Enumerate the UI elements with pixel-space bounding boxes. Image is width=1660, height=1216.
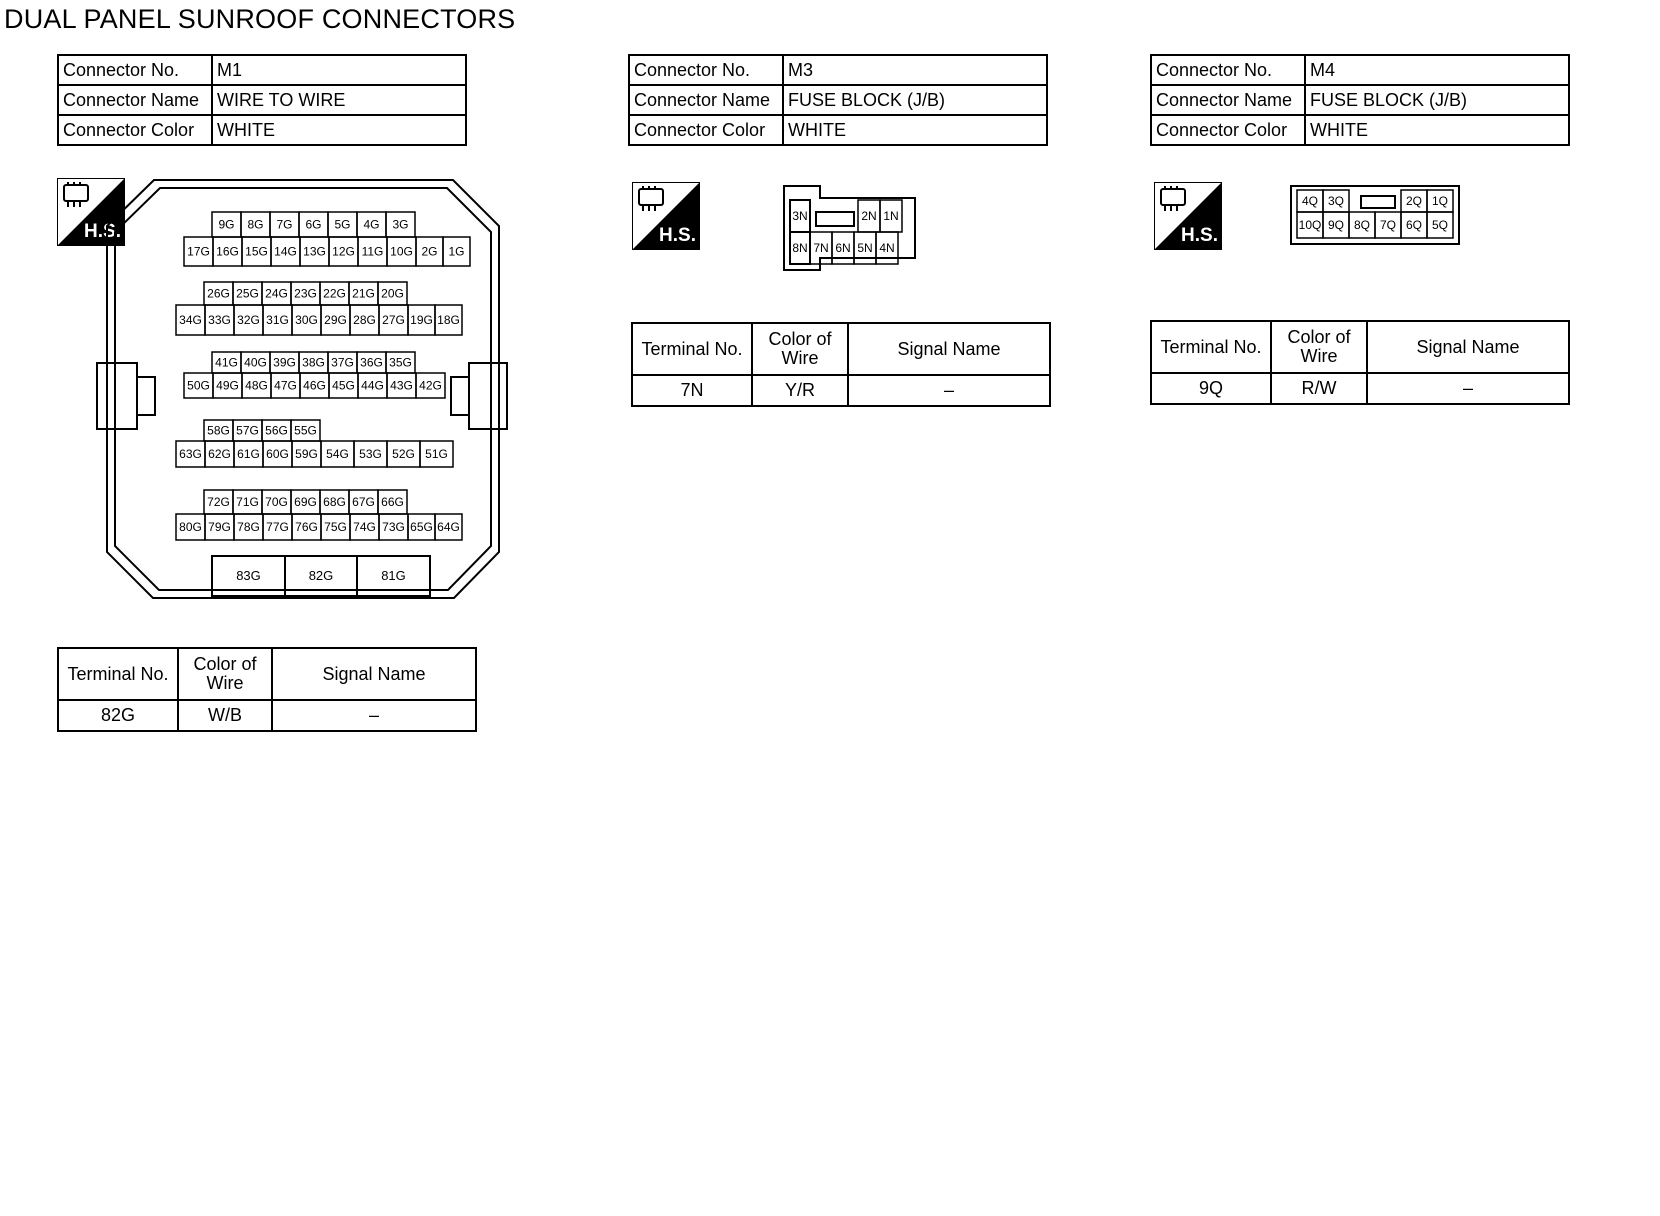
pin-label: 13G (303, 244, 326, 259)
pin-label: 42G (419, 378, 442, 393)
connector-name-value: FUSE BLOCK (J/B) (1305, 85, 1569, 115)
pin-label: 61G (237, 447, 260, 461)
connector-name-value: WIRE TO WIRE (212, 85, 466, 115)
pin-label: 38G (302, 355, 325, 370)
pin-label: 9Q (1327, 218, 1345, 232)
wire-color-cell: Y/R (752, 375, 848, 406)
pin-label: 19G (410, 313, 433, 327)
pin-label: 16G (216, 244, 239, 259)
pin-label: 6N (835, 241, 851, 255)
pin-label: 4N (879, 241, 895, 255)
pin-label: 21G (352, 286, 375, 301)
pin-label: 58G (207, 423, 230, 438)
pin-label: 45G (332, 378, 355, 393)
pin-label: 82G (308, 568, 334, 583)
pin-label: 10G (390, 244, 413, 259)
connector-color-label: Connector Color (629, 115, 783, 145)
pin-label: 31G (266, 313, 289, 327)
connector-face-m1 (94, 178, 544, 628)
terminal-no-cell: 82G (58, 700, 178, 731)
connector-info-table-m1 (57, 54, 467, 146)
pin-label: 63G (179, 447, 202, 461)
table-row (1151, 373, 1569, 404)
signal-name-header: Signal Name (1367, 321, 1569, 373)
pin-label: 1G (448, 244, 465, 259)
pin-label: 10Q (1298, 218, 1322, 232)
pin-label: 6G (305, 217, 322, 232)
connector-no-label: Connector No. (58, 55, 212, 85)
pin-label: 67G (352, 495, 375, 509)
wire-color-cell: R/W (1271, 373, 1367, 404)
hs-label: H.S. (84, 221, 121, 242)
pin-label: 44G (361, 378, 384, 393)
pin-label: 57G (236, 423, 259, 438)
signal-name-cell: – (1367, 373, 1569, 404)
pin-label: 83G (236, 568, 261, 583)
page-title: DUAL PANEL SUNROOF CONNECTORS (4, 4, 516, 34)
connector-name-label: Connector Name (1151, 85, 1305, 115)
table-row (632, 375, 1050, 406)
color-of-wire-header: Color of Wire (1271, 321, 1367, 373)
pin-label: 62G (208, 447, 231, 461)
pin-label: 72G (207, 495, 230, 509)
table-row (58, 700, 476, 731)
pin-label: 46G (303, 378, 326, 393)
terminal-table-m3 (631, 322, 1051, 407)
terminal-no-cell: 9Q (1151, 373, 1271, 404)
terminal-no-header: Terminal No. (1151, 321, 1271, 373)
connector-face-m4 (1289, 184, 1461, 246)
pin-label: 24G (265, 286, 288, 301)
color-of-wire-header: Color of Wire (178, 648, 272, 700)
pin-label: 1Q (1431, 194, 1449, 208)
pin-label: 30G (295, 313, 318, 327)
pin-label: 70G (265, 495, 288, 509)
pin-label: 37G (331, 355, 354, 370)
harness-side-icon (632, 182, 700, 250)
pin-label: 29G (324, 313, 347, 327)
pin-label: 60G (266, 447, 289, 461)
pin-label: 64G (437, 520, 460, 534)
pin-label: 78G (237, 520, 260, 534)
connector-info-table-m3 (628, 54, 1048, 146)
pin-label: 59G (295, 447, 318, 461)
pin-label: 35G (389, 355, 412, 370)
pin-label: 20G (381, 286, 404, 301)
pin-label: 75G (324, 520, 347, 534)
pin-label: 5Q (1431, 218, 1449, 232)
pin-label: 5N (857, 241, 873, 255)
pin-label: 9G (218, 217, 235, 232)
signal-name-header: Signal Name (272, 648, 476, 700)
pin-label: 65G (410, 520, 433, 534)
terminal-table-m4 (1150, 320, 1570, 405)
pin-label: 2N (861, 209, 877, 223)
pin-label: 53G (359, 447, 382, 461)
pin-label: 55G (294, 423, 317, 438)
pin-label: 4Q (1301, 194, 1319, 208)
pin-label: 79G (208, 520, 231, 534)
pin-label: 7Q (1379, 218, 1397, 232)
pin-label: 48G (245, 378, 268, 393)
pin-label: 32G (237, 313, 260, 327)
pin-label: 4G (363, 217, 380, 232)
signal-name-cell: – (848, 375, 1050, 406)
pin-label: 74G (353, 520, 376, 534)
connector-name-value: FUSE BLOCK (J/B) (783, 85, 1047, 115)
pin-label: 7N (813, 241, 829, 255)
harness-side-icon (1154, 182, 1222, 250)
pin-label: 8N (792, 241, 808, 255)
connector-no-label: Connector No. (1151, 55, 1305, 85)
connector-color-label: Connector Color (1151, 115, 1305, 145)
pin-label: 27G (382, 313, 405, 327)
pin-label: 11G (361, 244, 384, 259)
terminal-no-header: Terminal No. (58, 648, 178, 700)
connector-no-value: M4 (1305, 55, 1569, 85)
terminal-no-cell: 7N (632, 375, 752, 406)
connector-color-value: WHITE (212, 115, 466, 145)
pin-label: 66G (381, 495, 404, 509)
pin-label: 33G (208, 313, 231, 327)
pin-label: 8G (247, 217, 264, 232)
pin-label: 15G (245, 244, 268, 259)
pin-label: 2G (421, 244, 438, 259)
pin-label: 68G (323, 495, 346, 509)
terminal-no-header: Terminal No. (632, 323, 752, 375)
pin-label: 71G (236, 495, 259, 509)
pin-label: 34G (179, 313, 202, 327)
pin-label: 12G (332, 244, 355, 259)
connector-color-value: WHITE (783, 115, 1047, 145)
wire-color-cell: W/B (178, 700, 272, 731)
pin-label: 39G (273, 355, 296, 370)
pin-label: 2Q (1405, 194, 1423, 208)
pin-label: 77G (266, 520, 289, 534)
pin-label: 3G (392, 217, 409, 232)
pin-label: 25G (236, 286, 259, 301)
pin-label: 40G (244, 355, 267, 370)
pin-label: 5G (334, 217, 351, 232)
pin-label: 73G (382, 520, 405, 534)
signal-name-header: Signal Name (848, 323, 1050, 375)
pin-label: 23G (294, 286, 317, 301)
pin-label: 18G (437, 313, 460, 327)
connector-no-value: M1 (212, 55, 466, 85)
connector-no-label: Connector No. (629, 55, 783, 85)
connector-name-label: Connector Name (58, 85, 212, 115)
pin-label: 28G (353, 313, 376, 327)
pin-label: 51G (425, 447, 448, 461)
pin-label: 41G (215, 355, 238, 370)
connector-no-value: M3 (783, 55, 1047, 85)
pin-label: 50G (187, 378, 210, 393)
connector-face-m3 (782, 184, 918, 274)
pin-label: 6Q (1405, 218, 1423, 232)
pin-label: 52G (392, 447, 415, 461)
pin-label: 3N (792, 209, 808, 223)
pin-label: 8Q (1353, 218, 1371, 232)
pin-label: 7G (276, 217, 293, 232)
connector-color-value: WHITE (1305, 115, 1569, 145)
pin-label: 43G (390, 378, 413, 393)
pin-label: 69G (294, 495, 317, 509)
pin-label: 47G (274, 378, 297, 393)
pin-label: 3Q (1327, 194, 1345, 208)
pin-label: 1N (883, 209, 899, 223)
pin-label: 14G (274, 244, 297, 259)
hs-label: H.S. (659, 225, 696, 246)
pin-label: 76G (295, 520, 318, 534)
signal-name-cell: – (272, 700, 476, 731)
pin-label: 81G (381, 568, 406, 583)
pin-label: 80G (179, 520, 202, 534)
pin-label: 54G (326, 447, 349, 461)
connector-name-label: Connector Name (629, 85, 783, 115)
pin-label: 56G (265, 423, 288, 438)
terminal-table-m1 (57, 647, 477, 732)
pin-label: 17G (187, 244, 210, 259)
connector-color-label: Connector Color (58, 115, 212, 145)
connector-info-table-m4 (1150, 54, 1570, 146)
pin-label: 22G (323, 286, 346, 301)
pin-label: 36G (360, 355, 383, 370)
hs-label: H.S. (1181, 225, 1218, 246)
pin-label: 49G (216, 378, 239, 393)
color-of-wire-header: Color of Wire (752, 323, 848, 375)
pin-label: 26G (207, 286, 230, 301)
